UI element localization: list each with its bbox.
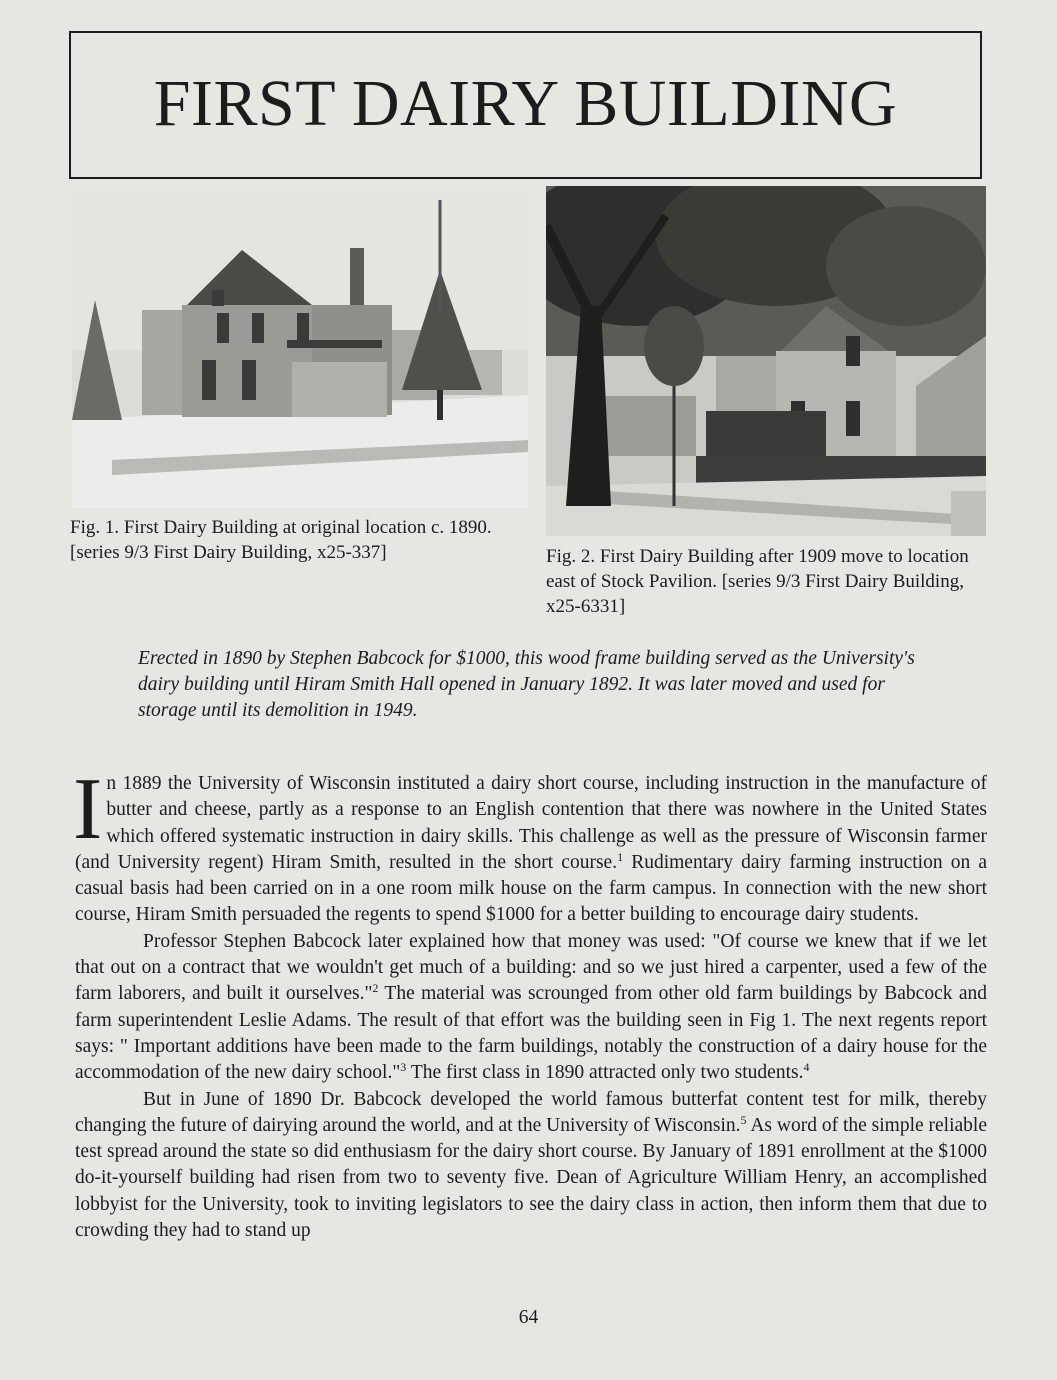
figure-2-caption: Fig. 2. First Dairy Building after 1909 move to location east of Stock Pavilion. [series 9/3 First Dairy Building, x25-6331] xyxy=(546,546,969,617)
paragraph-1-text: n 1889 the University of Wisconsin instituted a dairy short course, including instruction in the manufacture of butter and cheese, partly as a response to an English contention that there was nowhere in the United States which offered systematic instruction in dairy skills. This challenge as well as the pressure of Wisconsin farmer (and University regent) Hiram Smith, resulted in the short course. xyxy=(75,773,987,873)
paragraph-3-text-cont: As word of the simple reliable test spread around the state so did enthusiasm for the dairy short course. By January of 1891 enrollment at the $1000 do-it-yourself building had risen from two to seventy five. Dean of Agriculture William Henry, an accomplished lobbyist for the University, took to inviting legislators to see the dairy class in action, then inform them that due to crowding they had to stand up xyxy=(75,1114,987,1242)
paragraph-2-text-cont: The material was scrounged from other old farm buildings by Babcock and farm superintendent Leslie Adams. The result of that effort was the building seen in Fig 1. The next regents report says: " Important additions have been made to the farm buildings, notably the construction of a dairy house for the accommodation of the new dairy school." xyxy=(75,983,987,1084)
paragraph-2 xyxy=(75,929,987,1087)
paragraph-1 xyxy=(73,761,987,929)
paragraph-2-text-end: The first class in 1890 attracted only two students. xyxy=(406,1062,804,1084)
paragraph-1-text-cont: Rudimentary dairy farming instruction on a casual basis had been carried on in a one room milk house on the farm campus. In connection with the new short course, Hiram Smith persuaded the regents to spend $1000 for a better building to encourage dairy students. xyxy=(75,851,987,926)
footnote-ref-3: 3 xyxy=(400,1060,407,1075)
body-text xyxy=(73,761,987,1244)
figure-1-photo xyxy=(72,190,528,508)
page-number: 64 xyxy=(518,1307,539,1328)
footnote-ref-2: 2 xyxy=(372,981,379,996)
paragraph-2-text: Professor Stephen Babcock later explained how that money was used: "Of course we knew that if we let that out on a contract that we wouldn't get much of a building: and so we just hired a carpenter, used a few of the farm laborers, and built it ourselves." xyxy=(75,930,987,1005)
paragraph-3-text: But in June of 1890 Dr. Babcock developed the world famous butterfat content test for milk, thereby changing the future of dairying around the world, and at the University of Wisconsin. xyxy=(75,1088,987,1136)
paragraph-3 xyxy=(75,1087,987,1245)
page-title: FIRST DAIRY BUILDING xyxy=(153,67,898,140)
footnote-ref-1: 1 xyxy=(617,849,624,864)
footnote-ref-4: 4 xyxy=(803,1060,810,1075)
footnote-ref-5: 5 xyxy=(740,1112,747,1127)
summary-paragraph: Erected in 1890 by Stephen Babcock for $1000, this wood frame building served as the University's dairy building until Hiram Smith Hall opened in January 1892. It was later moved and used for storage until its demolition in 1949. xyxy=(138,648,915,721)
figure-1-caption: Fig. 1. First Dairy Building at original location c. 1890. [series 9/3 First Dairy Building, x25-337] xyxy=(70,517,492,563)
title-box xyxy=(69,31,982,179)
figure-2-photo xyxy=(546,186,986,536)
drop-cap: I xyxy=(73,761,103,858)
